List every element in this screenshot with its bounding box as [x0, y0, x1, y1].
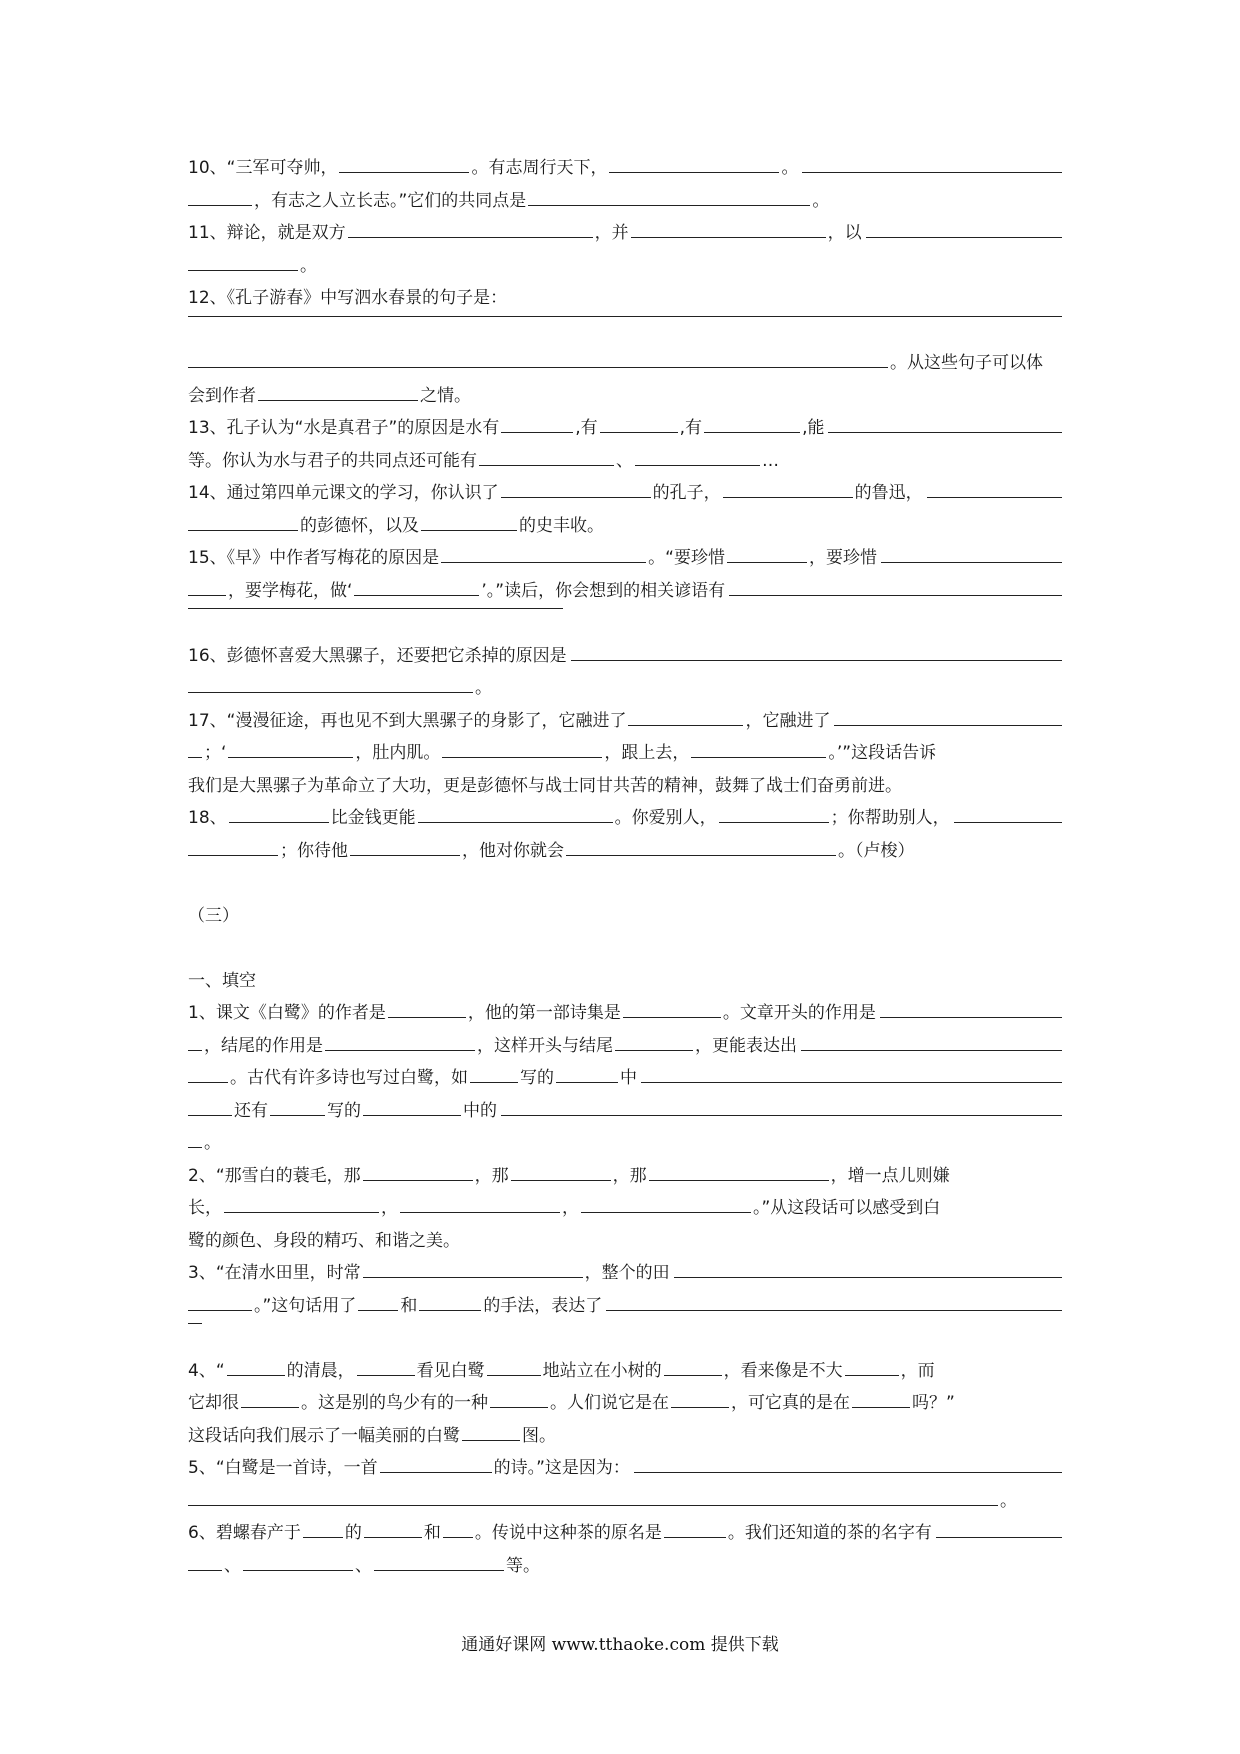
s4-text: 吗？” — [912, 1393, 955, 1413]
blank — [188, 269, 298, 271]
s6-text: 等。 — [506, 1555, 540, 1576]
s1-text: ，这样开头与结尾 — [477, 1035, 613, 1056]
s4-text: ，可它真的是在 — [731, 1393, 850, 1413]
s1-text: ，结尾的作用是 — [204, 1035, 323, 1056]
s6-line-1 — [188, 1517, 1062, 1550]
s1-line-3 — [188, 1062, 1062, 1095]
blank — [954, 821, 1062, 823]
blank — [501, 496, 651, 498]
s4-text: 地站立在小树的 — [542, 1360, 662, 1381]
s6-text: 、 — [224, 1555, 241, 1576]
blank — [303, 1536, 343, 1538]
blank — [490, 1406, 548, 1408]
s2-text: ，增一点儿则嫌 — [830, 1165, 950, 1186]
q16-text: 。 — [475, 678, 492, 698]
q11-text: 11、辩论，就是双方 — [188, 223, 346, 243]
blank — [228, 756, 353, 758]
q10-line-1 — [188, 152, 1062, 185]
q12-text: 12、《孔子游春》中写泗水春景的句子是： — [188, 288, 508, 308]
blank — [664, 1374, 722, 1376]
q16-line-1 — [188, 640, 1062, 673]
blank — [664, 1536, 726, 1538]
blank — [188, 1081, 228, 1083]
s2-line-1 — [188, 1160, 1062, 1193]
spacer — [188, 932, 1062, 965]
s4-text: ，而 — [900, 1360, 935, 1381]
q15-line-2 — [188, 575, 1062, 608]
q15-text: ’。”读后，你会想到的相关谚语有 — [481, 580, 726, 601]
blank — [609, 171, 779, 173]
q12-line-3 — [188, 347, 1062, 380]
q11-line-1 — [188, 217, 1062, 250]
blank — [188, 315, 1062, 317]
q11-line-2 — [188, 250, 1062, 283]
q10-text: ，有志之人立长志。”它们的共同点是 — [254, 190, 527, 211]
s6-text: 6、碧螺春产于 — [188, 1523, 301, 1543]
blank — [881, 561, 1062, 563]
s4-text: 它却很 — [188, 1393, 239, 1413]
s5-line-2 — [188, 1485, 1062, 1518]
q13-text: 等。你认为水与君子的共同点还可能有 — [188, 450, 477, 471]
s1-text: 中的 — [463, 1100, 497, 1121]
s3-text: 的手法，表达了 — [483, 1295, 603, 1316]
s3-line-3 — [188, 1322, 1062, 1355]
blank — [671, 1406, 729, 1408]
q12-line-2 — [188, 315, 1062, 348]
q13-text: … — [762, 450, 779, 471]
s3-text: 。”这句话用了 — [254, 1295, 357, 1316]
blank — [443, 1536, 473, 1538]
page-footer: 通通好课网 www.tthaoke.com 提供下载 — [461, 1635, 779, 1655]
s6-text: 。传说中这种茶的原名是 — [474, 1523, 662, 1543]
q14-line-2 — [188, 510, 1062, 543]
q17-text: ，肚内肌。 — [355, 743, 441, 763]
blank — [354, 594, 479, 596]
s4-line-3 — [188, 1420, 1062, 1453]
q14-line-1 — [188, 477, 1062, 510]
blank — [852, 1406, 910, 1408]
blank — [363, 1276, 583, 1278]
section-heading — [188, 965, 1062, 998]
q17-line-2 — [188, 737, 1062, 770]
blank — [188, 1146, 202, 1148]
blank — [227, 1374, 285, 1376]
s1-text: 。古代有许多诗也写过白鹭，如 — [230, 1068, 468, 1088]
blank — [936, 1536, 1062, 1538]
q15-text: ，要珍惜 — [808, 548, 877, 568]
blank — [357, 1374, 415, 1376]
q13-text: 、 — [616, 450, 633, 471]
s1-text: ，他的第一部诗集是 — [467, 1003, 621, 1023]
q14-text: 的史丰收。 — [519, 515, 604, 536]
q13-text: 13、孔子认为“水是真君子”的原因是水有 — [188, 418, 500, 438]
q18-text: 。你爱别人， — [614, 808, 717, 828]
q10-text: 。有志周行天下， — [471, 158, 608, 178]
s2-line-2 — [188, 1192, 1062, 1225]
s6-text: 、 — [355, 1555, 372, 1576]
section-title — [188, 900, 1062, 933]
blank — [441, 561, 646, 563]
q17-text: 。’”这段话告诉 — [828, 743, 937, 763]
blank — [571, 659, 1062, 661]
blank — [270, 1114, 325, 1116]
q17-text: ，它融进了 — [745, 710, 831, 731]
q10-text: 。 — [781, 158, 799, 178]
blank — [729, 594, 1062, 596]
q16-line-2 — [188, 672, 1062, 705]
q15-text: ，要学梅花，做‘ — [228, 580, 353, 601]
s4-text: 看见白鹭 — [416, 1360, 485, 1381]
spacer — [188, 867, 1062, 900]
q14-text: 的鲁迅， — [854, 483, 923, 503]
blank — [442, 756, 602, 758]
s1-text: 中 — [620, 1068, 637, 1088]
s1-text: ，更能表达出 — [695, 1035, 797, 1056]
s1-text: 写的 — [520, 1068, 554, 1088]
s2-text: 2、“那雪白的蓑毛，那 — [188, 1165, 361, 1186]
blank — [243, 1569, 353, 1571]
s6-text: 和 — [423, 1523, 441, 1543]
q11-text: 。 — [300, 255, 317, 276]
q18-line-2 — [188, 835, 1062, 868]
blank — [635, 464, 760, 466]
s1-line-1 — [188, 997, 1062, 1030]
blank — [241, 1406, 299, 1408]
s4-text: 的清晨， — [286, 1360, 355, 1381]
blank — [704, 431, 800, 433]
s6-text: 的 — [344, 1523, 362, 1543]
s1-text: 写的 — [327, 1100, 361, 1121]
blank — [927, 496, 1062, 498]
q15-line-3 — [188, 607, 1062, 640]
q12-line-1 — [188, 282, 1062, 315]
q16-text: 16、彭德怀喜爱大黑骡子，还要把它杀掉的原因是 — [188, 645, 567, 666]
q18-text: ；你待他 — [280, 840, 348, 861]
blank — [363, 1179, 473, 1181]
blank — [388, 1016, 466, 1018]
s5-line-1 — [188, 1452, 1062, 1485]
q18-text: 比金钱更能 — [330, 808, 416, 828]
q12-line-4 — [188, 380, 1062, 413]
blank — [400, 1211, 560, 1213]
blank — [880, 1016, 1062, 1018]
blank — [188, 756, 202, 758]
blank — [641, 1081, 1062, 1083]
s6-text: 。我们还知道的茶的名字有 — [727, 1523, 932, 1543]
blank — [511, 1179, 611, 1181]
blank — [487, 1374, 541, 1376]
blank — [462, 1439, 520, 1441]
s6-line-2 — [188, 1550, 1062, 1583]
blank — [501, 1114, 1062, 1116]
s4-text: ，看来像是不大 — [723, 1360, 843, 1381]
s3-text: 3、“在清水田里，时常 — [188, 1263, 361, 1283]
section-heading-text: 一、填空 — [188, 970, 256, 991]
blank — [606, 1309, 1062, 1311]
q13-line-2 — [188, 445, 1062, 478]
q11-text: ，并 — [594, 223, 629, 243]
s2-text: 。”从这段话可以感受到白 — [753, 1198, 941, 1218]
blank — [528, 204, 810, 206]
s3-line-2 — [188, 1290, 1062, 1323]
blank — [600, 431, 678, 433]
blank — [501, 431, 573, 433]
blank — [556, 1081, 618, 1083]
q15-text: 15、《早》中作者写梅花的原因是 — [188, 548, 440, 568]
blank — [479, 464, 614, 466]
q18-text: ，他对你就会 — [462, 840, 564, 861]
blank — [188, 366, 888, 368]
s2-text: ，那 — [612, 1165, 647, 1186]
s3-line-1 — [188, 1257, 1062, 1290]
blank — [631, 236, 826, 238]
blank — [325, 1049, 475, 1051]
blank — [691, 756, 826, 758]
s3-text: ，整个的田 — [584, 1263, 670, 1283]
blank — [634, 1471, 1062, 1473]
blank — [674, 1276, 1062, 1278]
q17-text: 我们是大黑骡子为革命立了大功，更是彭德怀与战士同甘共苦的精神，鼓舞了战士们奋勇前进。 — [188, 775, 902, 796]
s1-text: 。 — [204, 1133, 221, 1153]
section-title-text: （三） — [188, 905, 239, 926]
blank — [470, 1081, 518, 1083]
blank — [188, 1114, 232, 1116]
q14-text: 的孔子， — [652, 483, 721, 503]
blank — [188, 204, 252, 206]
q18-line-1 — [188, 802, 1062, 835]
blank — [188, 1322, 202, 1324]
blank — [188, 1569, 222, 1571]
blank — [374, 1569, 504, 1571]
blank — [801, 1049, 1062, 1051]
blank — [615, 1049, 693, 1051]
s4-line-2 — [188, 1387, 1062, 1420]
blank — [350, 854, 460, 856]
s4-text: 图。 — [522, 1425, 556, 1446]
q10-line-2 — [188, 185, 1062, 218]
blank — [834, 724, 1062, 726]
blank — [188, 854, 278, 856]
s1-text: 还有 — [234, 1100, 268, 1121]
s1-line-4 — [188, 1095, 1062, 1128]
q11-text: ，以 — [827, 223, 862, 243]
s5-text: 的诗。”这是因为： — [493, 1458, 630, 1478]
blank — [719, 821, 829, 823]
blank — [802, 171, 1062, 173]
s4-line-1 — [188, 1355, 1062, 1388]
q17-line-1 — [188, 705, 1062, 738]
blank — [363, 1114, 461, 1116]
blank — [723, 496, 853, 498]
s1-text: 1、课文《白鹭》的作者是 — [188, 1003, 386, 1023]
q17-line-3 — [188, 770, 1062, 803]
q14-text: 14、通过第四单元课文的学习，你认识了 — [188, 483, 499, 503]
s5-text: 。 — [1000, 1490, 1017, 1511]
blank — [358, 1309, 398, 1311]
s2-text: ， — [562, 1198, 579, 1218]
s1-line-5 — [188, 1127, 1062, 1160]
q17-text: 17、“漫漫征途，再也见不到大黑骡子的身影了，它融进了 — [188, 710, 627, 731]
blank — [348, 236, 593, 238]
blank — [566, 854, 836, 856]
blank — [866, 236, 1062, 238]
blank — [380, 1471, 492, 1473]
s5-text: 5、“白鹭是一首诗，一首 — [188, 1458, 378, 1478]
blank — [188, 691, 473, 693]
worksheet-content — [188, 152, 1062, 1582]
q15-text: 。“要珍惜 — [648, 548, 725, 568]
blank — [188, 1049, 202, 1051]
s1-line-2 — [188, 1030, 1062, 1063]
blank — [229, 821, 329, 823]
blank — [188, 1504, 998, 1506]
s1-text: 。文章开头的作用是 — [722, 1003, 876, 1023]
q12-text: 。从这些句子可以体 — [890, 353, 1043, 373]
s4-text: 。这是别的鸟少有的一种 — [301, 1393, 488, 1413]
blank — [845, 1374, 899, 1376]
blank — [581, 1211, 751, 1213]
q14-text: 的彭德怀，以及 — [300, 515, 419, 536]
q13-line-1 — [188, 412, 1062, 445]
q10-text: 。 — [812, 190, 830, 211]
blank — [418, 821, 613, 823]
blank — [419, 1309, 481, 1311]
blank — [188, 607, 563, 609]
q10-text: 10、“三军可夺帅， — [188, 158, 338, 178]
blank — [623, 1016, 721, 1018]
s2-text: ， — [381, 1198, 398, 1218]
blank — [258, 399, 418, 401]
s4-text: 。人们说它是在 — [550, 1393, 669, 1413]
s2-text: ，那 — [474, 1165, 509, 1186]
blank — [421, 529, 517, 531]
q13-text: ,能 — [802, 418, 825, 438]
blank — [188, 1309, 252, 1311]
q18-text: 。（卢梭） — [838, 840, 915, 861]
s4-text: 4、“ — [188, 1360, 225, 1381]
blank — [224, 1211, 379, 1213]
blank — [339, 171, 469, 173]
blank — [188, 594, 226, 596]
q17-text: ；‘ — [204, 743, 227, 763]
blank — [649, 1179, 829, 1181]
s2-line-3 — [188, 1225, 1062, 1258]
blank — [188, 529, 298, 531]
q17-text: ，跟上去， — [604, 743, 690, 763]
s3-text: 和 — [400, 1295, 418, 1316]
s2-text: 鹭的颜色、身段的精巧、和谐之美。 — [188, 1230, 460, 1251]
q13-text: ,有 — [679, 418, 703, 438]
q12-text: 会到作者 — [188, 385, 256, 406]
blank — [727, 561, 807, 563]
q15-line-1 — [188, 542, 1062, 575]
blank — [628, 724, 743, 726]
s2-text: 长， — [188, 1198, 222, 1218]
blank — [828, 431, 1062, 433]
q18-text: 18、 — [188, 808, 227, 828]
q13-text: ,有 — [575, 418, 598, 438]
q18-text: ；你帮助别人， — [830, 808, 950, 828]
blank — [364, 1536, 422, 1538]
q12-text: 之情。 — [420, 385, 471, 406]
s4-text: 这段话向我们展示了一幅美丽的白鹭 — [188, 1425, 460, 1446]
